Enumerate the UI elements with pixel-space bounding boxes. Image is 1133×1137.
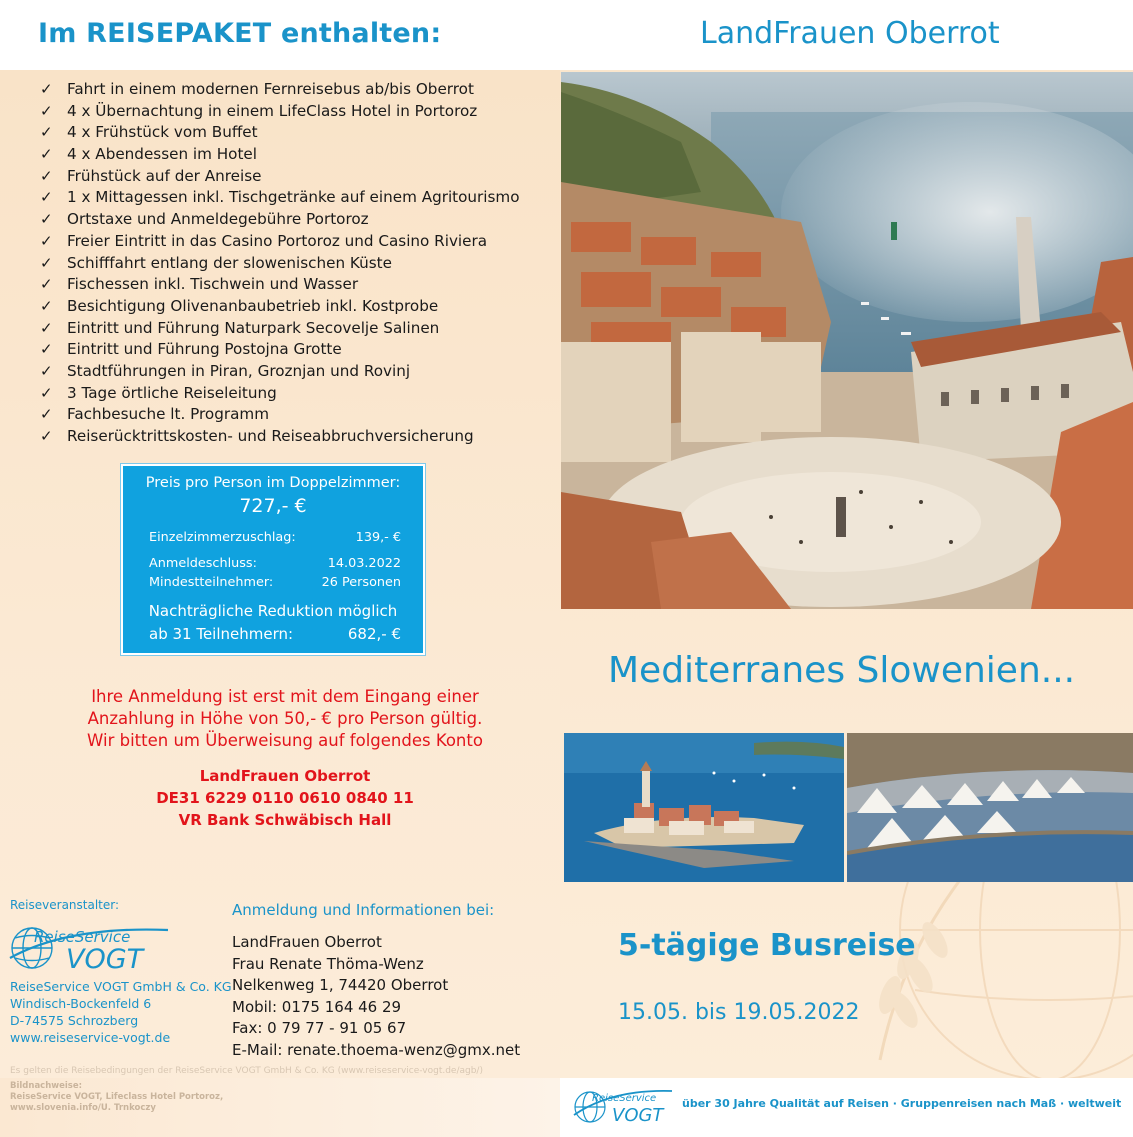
organizer-label: Reiseveranstalter: xyxy=(10,898,120,912)
contact-email-link[interactable]: E-Mail: renate.thoema-wenz@gmx.net xyxy=(232,1040,521,1059)
checkmark-icon: ✓ xyxy=(40,101,53,120)
single-room-value: 139,- € xyxy=(355,530,401,545)
checkmark-icon: ✓ xyxy=(40,296,53,315)
checkmark-icon: ✓ xyxy=(40,80,53,98)
checkmark-icon: ✓ xyxy=(40,210,53,229)
svg-text:VOGT: VOGT xyxy=(66,944,144,974)
svg-text:ReiseService: ReiseService xyxy=(34,928,131,946)
organizer-address xyxy=(10,978,232,1046)
price-value: 727,- € xyxy=(239,495,307,517)
list-item: ✓ Frühstück auf der Anreise xyxy=(40,166,262,185)
reduction-condition: ab 31 Teilnehmern: xyxy=(149,625,294,643)
checkmark-icon: ✓ xyxy=(40,123,53,142)
single-room-label: Einzelzimmerzuschlag: xyxy=(149,530,296,545)
reduction-label: Nachträgliche Reduktion möglich xyxy=(148,602,398,620)
checkmark-icon: ✓ xyxy=(40,361,53,380)
footer-tagline: über 30 Jahre Qualität auf Reisen · Gruppenreisen nach Maß · weltweit xyxy=(682,1097,1122,1110)
piran-peninsula-photo xyxy=(564,733,844,882)
checkmark-icon: ✓ xyxy=(40,427,53,445)
organizer-website-link[interactable]: www.reiseservice-vogt.de xyxy=(10,1030,171,1045)
reiseservice-vogt-logo xyxy=(8,918,178,974)
contact-address: Nelkenweg 1, 74420 Oberrot xyxy=(232,976,449,994)
list-item: ✓ Eintritt und Führung Postojna Grotte xyxy=(40,340,342,359)
list-item: ✓ Reiserücktrittskosten- und Reiseabbruchversicherung xyxy=(40,427,474,445)
list-item: ✓ Besichtigung Olivenanbaubetrieb inkl. Kostprobe xyxy=(40,296,439,315)
list-item: ✓ Fischessen inkl. Tischwein und Wasser xyxy=(40,275,359,294)
deadline-value: 14.03.2022 xyxy=(327,556,401,571)
svg-text:VOGT: VOGT xyxy=(612,1105,664,1126)
list-item: ✓ 4 x Frühstück vom Buffet xyxy=(40,123,258,142)
min-participants-label: Mindestteilnehmer: xyxy=(149,575,274,590)
single-room-row xyxy=(149,530,401,545)
reduction-row xyxy=(149,625,401,643)
checkmark-icon: ✓ xyxy=(40,231,53,250)
svg-text:ReiseService: ReiseService xyxy=(592,1093,657,1104)
image-credits: Bildnachweise: ReiseService VOGT, Lifeclass Hotel Portoroz, www.slovenia.info/U. Trnkoczy xyxy=(10,1081,224,1113)
checkmark-icon: ✓ xyxy=(40,166,53,185)
deadline-row xyxy=(149,556,401,571)
price-label: Preis pro Person im Doppelzimmer: xyxy=(145,475,401,491)
contact-person: Frau Renate Thöma-Wenz xyxy=(232,954,424,973)
contact-fax: Fax: 0 79 77 - 91 05 67 xyxy=(232,1019,407,1037)
list-item: ✓ Stadtführungen in Piran, Groznjan und Rovinj xyxy=(40,361,411,380)
min-participants-row xyxy=(149,575,401,590)
account-holder: LandFrauen Oberrot xyxy=(199,767,371,785)
footer-vogt-logo xyxy=(572,1083,678,1127)
list-item: ✓ Eintritt und Führung Naturpark Secovelje Salinen xyxy=(40,318,440,337)
list-item: ✓ 1 x Mittagessen inkl. Tischgetränke auf einem Agritourismo xyxy=(40,188,520,207)
organizer-company: ReiseService VOGT GmbH & Co. KG xyxy=(10,979,232,994)
checkmark-icon: ✓ xyxy=(40,275,53,294)
list-item: ✓ 3 Tage örtliche Reiseleitung xyxy=(40,383,277,402)
checkmark-icon: ✓ xyxy=(40,253,53,272)
checkmark-icon: ✓ xyxy=(40,188,53,207)
tour-dates: 15.05. bis 19.05.2022 xyxy=(618,1000,860,1025)
organizer-street: Windisch-Bockenfeld 6 xyxy=(10,996,152,1011)
min-participants-value: 26 Personen xyxy=(321,575,401,590)
list-item: ✓ Schifffahrt entlang der slowenischen Küste xyxy=(40,253,392,272)
group-name-heading: LandFrauen Oberrot xyxy=(700,16,1000,51)
payment-note: Ihre Anmeldung ist erst mit dem Eingang einer Anzahlung in Höhe von 50,- € pro Person gültig. Wir bitten um Überweisung auf folgendes Konto xyxy=(87,687,483,750)
checkmark-icon: ✓ xyxy=(40,383,53,402)
piran-square-photo xyxy=(561,72,1133,609)
contact-organization: LandFrauen Oberrot xyxy=(232,933,382,951)
bank-name: VR Bank Schwäbisch Hall xyxy=(178,811,392,829)
reduction-value: 682,- € xyxy=(347,625,401,643)
list-item: ✓ Fahrt in einem modernen Fernreisebus ab/bis Oberrot xyxy=(40,80,474,98)
contact-details xyxy=(232,932,520,1061)
list-item: ✓ 4 x Übernachtung in einem LifeClass Hotel in Portoroz xyxy=(40,101,478,120)
list-item: ✓ Freier Eintritt in das Casino Portoroz und Casino Riviera xyxy=(40,231,488,250)
list-item: ✓ Ortstaxe und Anmeldegebühre Portoroz xyxy=(40,210,369,229)
deadline-label: Anmeldeschluss: xyxy=(149,556,257,571)
salt-pans-photo xyxy=(847,733,1133,882)
contact-label: Anmeldung und Informationen bei: xyxy=(232,901,495,919)
terms-note: Es gelten die Reisebedingungen der ReiseService VOGT GmbH & Co. KG (www.reiseservice-vogt.de/agb/) xyxy=(10,1066,483,1076)
checkmark-icon: ✓ xyxy=(40,405,53,424)
bank-account xyxy=(40,765,530,831)
tour-title: Mediterranes Slowenien... xyxy=(608,650,1076,691)
package-heading: Im REISEPAKET enthalten: xyxy=(38,18,442,49)
organizer-city: D-74575 Schrozberg xyxy=(10,1013,139,1028)
contact-mobile: Mobil: 0175 164 46 29 xyxy=(232,997,402,1016)
tour-duration: 5-tägige Busreise xyxy=(618,928,916,963)
list-item: ✓ 4 x Abendessen im Hotel xyxy=(40,145,257,164)
checkmark-icon: ✓ xyxy=(40,318,53,337)
inclusions-list xyxy=(40,80,550,449)
list-item: ✓ Fachbesuche lt. Programm xyxy=(40,405,269,424)
checkmark-icon: ✓ xyxy=(40,340,53,359)
iban: DE31 6229 0110 0610 0840 11 xyxy=(156,789,414,807)
checkmark-icon: ✓ xyxy=(40,145,53,164)
price-box xyxy=(121,464,425,655)
